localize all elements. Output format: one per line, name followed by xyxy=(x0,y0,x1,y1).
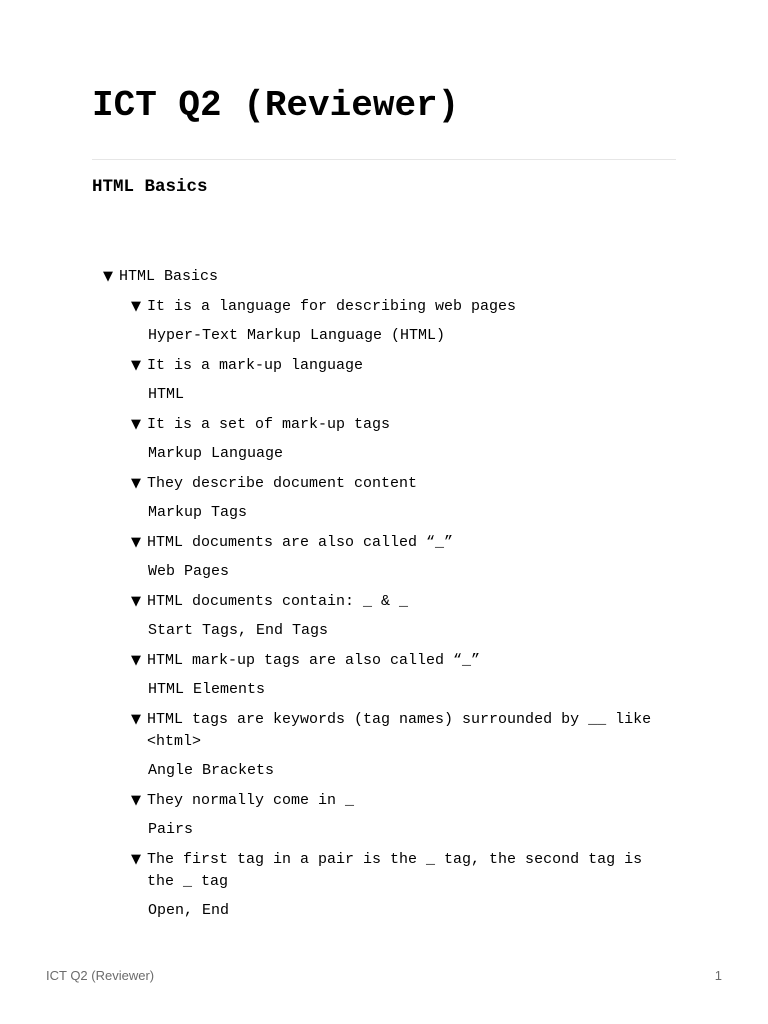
section-heading: HTML Basics xyxy=(92,177,208,197)
root-toggle[interactable] xyxy=(103,266,678,288)
toggle-item xyxy=(131,532,678,583)
toggle-question[interactable] xyxy=(131,650,678,672)
question-text: It is a set of mark-up tags xyxy=(147,416,391,433)
toggle-item xyxy=(131,296,678,347)
root-toggle-label: HTML Basics xyxy=(119,268,219,285)
toggle-item xyxy=(131,849,678,922)
toggle-item xyxy=(131,414,678,465)
toggle-question[interactable] xyxy=(131,591,678,613)
answer-text: Open, End xyxy=(148,902,230,919)
question-text: HTML mark-up tags are also called “_” xyxy=(147,652,481,669)
toggle-item xyxy=(131,591,678,642)
page-number: 1 xyxy=(714,968,722,983)
question-text: They describe document content xyxy=(147,475,418,492)
answer-text: HTML Elements xyxy=(148,681,266,698)
answer-text: HTML xyxy=(148,386,185,403)
toggle-tree xyxy=(103,266,678,930)
toggle-question[interactable] xyxy=(131,709,678,753)
toggle-question[interactable] xyxy=(131,532,678,554)
triangle-down-icon[interactable]: ▼ xyxy=(131,793,141,808)
question-text: HTML documents contain: _ & _ xyxy=(147,593,409,610)
triangle-down-icon[interactable]: ▼ xyxy=(131,852,141,867)
question-text: HTML tags are keywords (tag names) surrounded by __ like <html> xyxy=(147,711,661,750)
answer-text: Start Tags, End Tags xyxy=(148,622,329,639)
question-text: It is a mark-up language xyxy=(147,357,364,374)
footer-title: ICT Q2 (Reviewer) xyxy=(46,968,155,983)
question-text: The first tag in a pair is the _ tag, the second tag is the _ tag xyxy=(147,851,652,890)
toggle-item xyxy=(131,650,678,701)
triangle-down-icon[interactable]: ▼ xyxy=(131,535,141,550)
toggle-question[interactable] xyxy=(131,414,678,436)
toggle-question[interactable] xyxy=(131,473,678,495)
triangle-down-icon[interactable]: ▼ xyxy=(131,594,141,609)
toggle-question[interactable] xyxy=(131,296,678,318)
toggle-item xyxy=(131,473,678,524)
title-divider xyxy=(92,159,676,160)
question-text: They normally come in _ xyxy=(147,792,355,809)
page-footer xyxy=(46,968,722,986)
triangle-down-icon[interactable]: ▼ xyxy=(131,299,141,314)
triangle-down-icon[interactable]: ▼ xyxy=(103,269,113,284)
triangle-down-icon[interactable]: ▼ xyxy=(131,417,141,432)
toggle-item xyxy=(131,355,678,406)
triangle-down-icon[interactable]: ▼ xyxy=(131,653,141,668)
answer-text: Pairs xyxy=(148,821,194,838)
toggle-children xyxy=(131,296,678,922)
toggle-question[interactable] xyxy=(131,355,678,377)
answer-text: Web Pages xyxy=(148,563,230,580)
question-text: It is a language for describing web pages xyxy=(147,298,517,315)
toggle-item xyxy=(131,709,678,782)
toggle-question[interactable] xyxy=(131,849,678,893)
triangle-down-icon[interactable]: ▼ xyxy=(131,476,141,491)
toggle-item xyxy=(131,790,678,841)
toggle-question[interactable] xyxy=(131,790,678,812)
answer-text: Markup Tags xyxy=(148,504,248,521)
answer-text: Hyper-Text Markup Language (HTML) xyxy=(148,327,446,344)
page-title: ICT Q2 (Reviewer) xyxy=(92,85,460,126)
answer-text: Angle Brackets xyxy=(148,762,275,779)
question-text: HTML documents are also called “_” xyxy=(147,534,454,551)
triangle-down-icon[interactable]: ▼ xyxy=(131,712,141,727)
triangle-down-icon[interactable]: ▼ xyxy=(131,358,141,373)
answer-text: Markup Language xyxy=(148,445,284,462)
